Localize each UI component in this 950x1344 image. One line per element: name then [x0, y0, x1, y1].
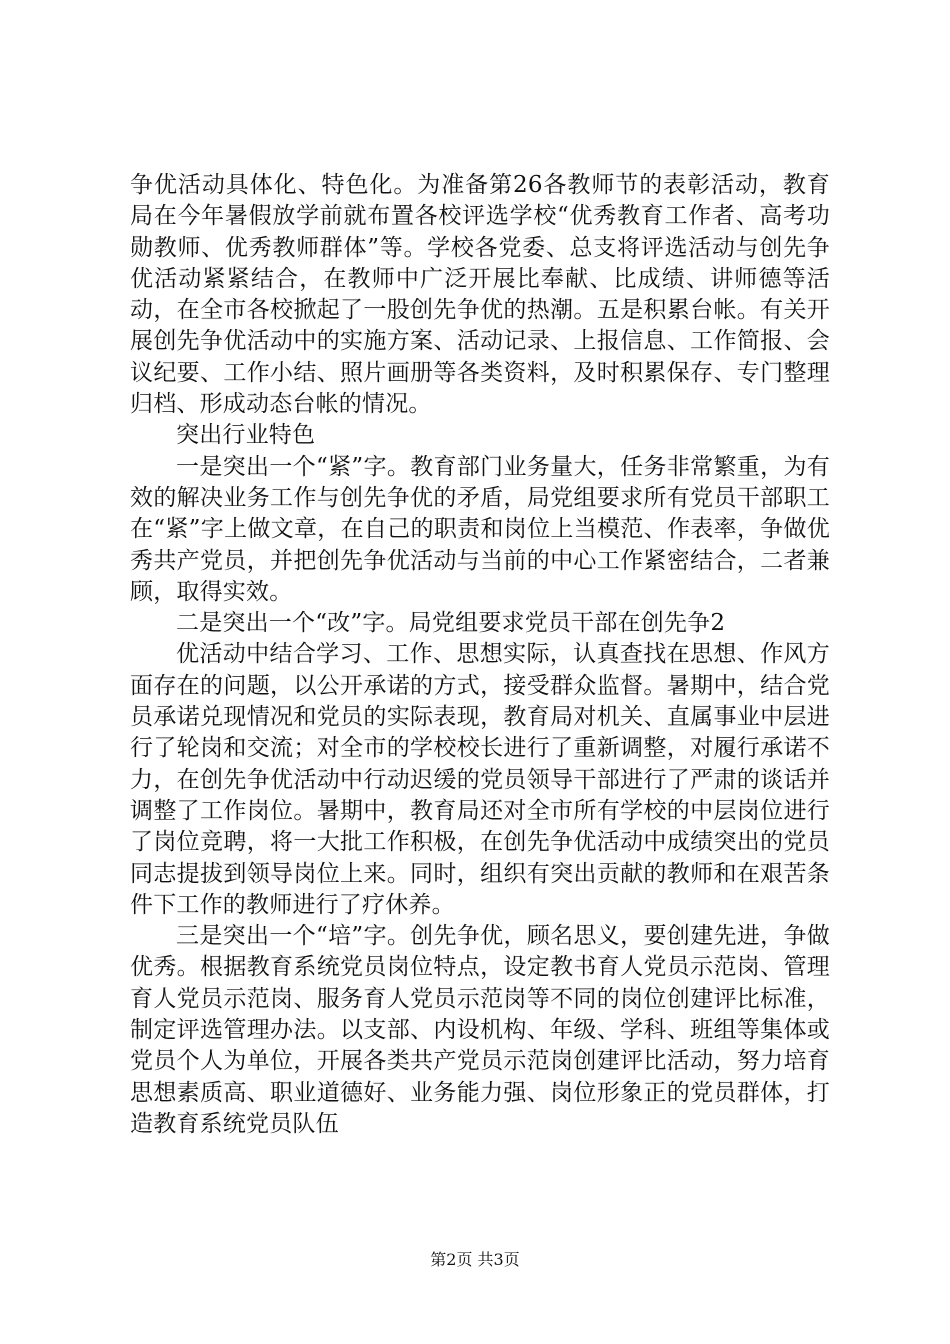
paragraph-gai-body: 优活动中结合学习、工作、思想实际，认真查找在思想、作风方面存在的问题，以公开承诺的方式，接受群众监督。暑期中，结合党员承诺兑现情况和党员的实际表现，教育局对机关、直属事业中层进行了轮岗和交流；对全市的学校校长进行了重新调整，对履行承诺不力，在创先争优活动中行动迟缓的党员领导干部进行了严肃的谈话并调整了工作岗位。暑期中，教育局还对全市所有学校的中层岗位进行了岗位竞聘，将一大批工作积极，在创先争优活动中成绩突出的党员同志提拔到领导岗位上来。同时，组织有突出贡献的教师和在艰苦条件下工作的教师进行了疗休养。 [130, 641, 830, 918]
paragraph-pei: 三是突出一个“培”字。创先争优，顾名思义，要创建先进，争做优秀。根据教育系统党员岗位特点，设定教书育人党员示范岗、管理育人党员示范岗、服务育人党员示范岗等不同的岗位创建评比标准，制定评选管理办法。以支部、内设机构、年级、学科、班组等集体或党员个人为单位，开展各类共产党员示范岗创建评比活动，努力培育思想素质高、职业道德好、业务能力强、岗位形象正的党员群体，打造教育系统党员队伍 [130, 923, 830, 1137]
page-number-footer: 第2页 共3页 [430, 1250, 520, 1269]
paragraph-gai-start: 二是突出一个“改”字。局党组要求党员干部在创先争2 [176, 610, 726, 637]
document-body [130, 170, 830, 1140]
section-heading: 突出行业特色 [176, 422, 316, 449]
paragraph-continuation: 争优活动具体化、特色化。为准备第26各教师节的表彰活动，教育局在今年暑假放学前就布置各校评选学校“优秀教育工作者、高考功勋教师、优秀教师群体”等。学校各党委、总支将评选活动与创先争优活动紧紧结合，在教师中广泛开展比奉献、比成绩、讲师德等活动，在全市各校掀起了一股创先争优的热潮。五是积累台帐。有关开展创先争优活动中的实施方案、活动记录、上报信息、工作简报、会议纪要、工作小结、照片画册等各类资料，及时积累保存、专门整理归档、形成动态台帐的情况。 [130, 172, 830, 418]
paragraph-jin: 一是突出一个“紧”字。教育部门业务量大，任务非常繁重，为有效的解决业务工作与创先争优的矛盾，局党组要求所有党员干部职工在“紧”字上做文章，在自己的职责和岗位上当模范、作表率，争做优秀共产党员，并把创先争优活动与当前的中心工作紧密结合，二者兼顾，取得实效。 [130, 453, 830, 605]
